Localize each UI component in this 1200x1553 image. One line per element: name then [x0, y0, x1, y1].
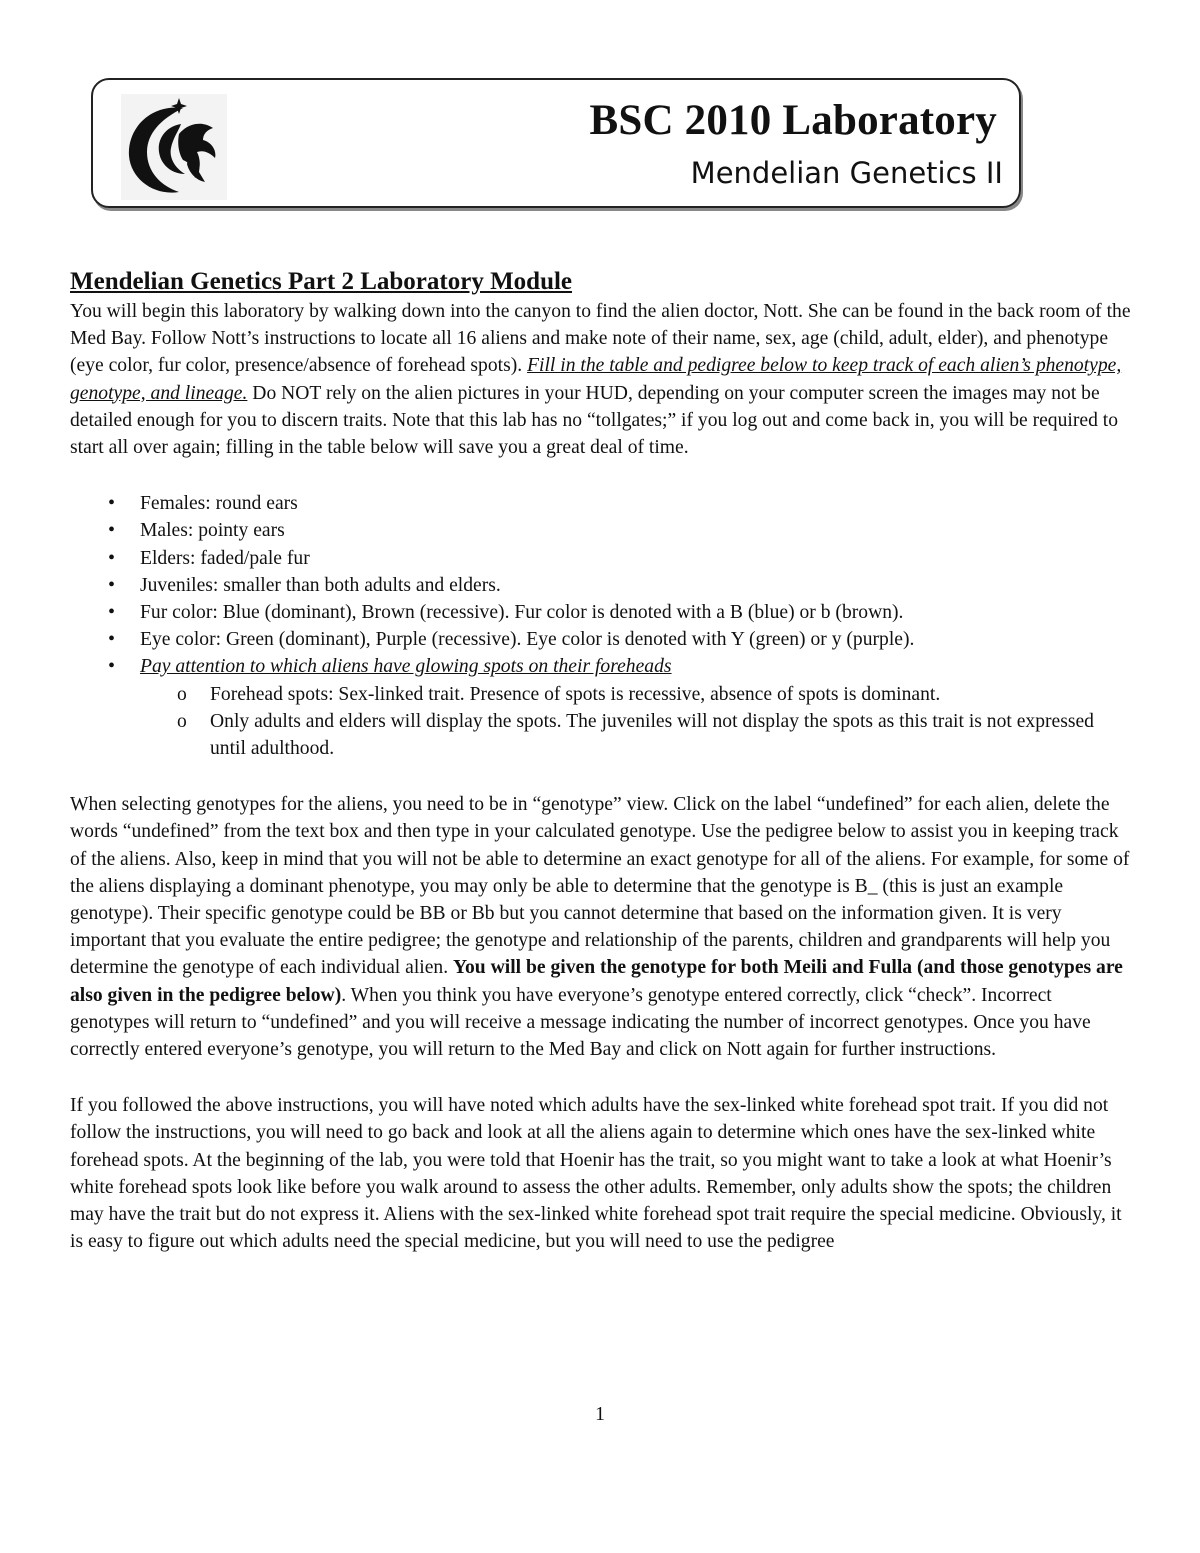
genotype-paragraph — [70, 791, 1134, 1063]
document-header — [91, 78, 1021, 208]
list-item: • Males: pointy ears — [140, 517, 1134, 544]
intro-text: You will begin this laboratory by walking down into the canyon to find the alien doctor, Nott. She can be found in the back room of the Med Bay. Follow Nott’s instructions to locate all 16 aliens and make note of their name, sex, age (child, adult, elder), and phenotype (eye color, fur color, presence/absence of forehead spots). — [70, 301, 1131, 377]
list-item: • Fur color: Blue (dominant), Brown (recessive). Fur color is denoted with a B (blue) or b (brown). — [140, 599, 1134, 626]
final-paragraph: If you followed the above instructions, you will have noted which adults have the sex-linked white forehead spot trait. If you did not follow the instructions, you will need to go back and look at all the aliens again to determine which ones have the sex-linked white forehead spots. At the beginning of the lab, you were told that Hoenir has the trait, so you might want to take a look at what Hoenir’s white forehead spots look like before you walk around to assess the other adults. Remember, only adults show the spots; the children may have the trait but do not express it. Aliens with the sex-linked white forehead spot trait require the special medicine. Obviously, it is easy to figure out which adults need the special medicine, but you will need to use the pedigree — [70, 1095, 1122, 1253]
list-item: • Females: round ears — [140, 490, 1134, 517]
genotype-bold-text: You will be given the genotype for both Meili and Fulla (and those genotypes are also given in the pedigree below) — [70, 957, 1123, 1006]
genotype-text-1: When selecting genotypes for the aliens, you need to be in “genotype” view. Click on the label “undefined” for each alien, delete the words “undefined” from the text box and then type in your calculated genotype. Use the pedigree below to assist you in keeping track of the aliens. Also, keep in mind that you will not be able to determine an exact genotype for all of the aliens. For example, for some of the aliens displaying a dominant phenotype, you may only be able to determine that the genotype is B_ (this is just an example genotype). Their specific genotype could be BB or Bb but you cannot determine that based on the information given. It is very important that you evaluate the entire pedigree; the genotype and relationship of the parents, children and grandparents will help you determine the genotype of each individual alien. — [70, 794, 1130, 979]
ucf-pegasus-logo-icon — [121, 94, 227, 200]
list-item: • Elders: faded/pale fur — [140, 545, 1134, 572]
forehead-sublist — [140, 681, 1134, 763]
trait-list — [70, 490, 1134, 762]
document-body — [70, 266, 1134, 1256]
lab-subtitle: Mendelian Genetics II — [690, 156, 1003, 190]
lab-title: BSC 2010 Laboratory — [589, 97, 997, 144]
intro-tail: Do NOT rely on the alien pictures in your HUD, depending on your computer screen the images may not be detailed enough for you to discern traits. Note that this lab has no “tollgates;” if you log out and come back in, you will be required to start all over again; filling in the table below will save you a great deal of time. — [70, 382, 1119, 459]
forehead-emphasis: Pay attention to which aliens have glowing spots on their foreheads — [140, 656, 672, 678]
intro-emphasis: Fill in the table and pedigree below to keep track of each alien’s phenotype, genotype, and lineage. — [70, 355, 1122, 404]
genotype-text-2: . When you think you have everyone’s genotype entered correctly, click “check”. Incorrect genotypes will return to “undefined” and you will receive a message indicating the number of incorrect genotypes. Once you have correctly entered everyone’s genotype, you will return to the Med Bay and click on Nott again for further instructions. — [70, 984, 1091, 1061]
sub-list-item: o Forehead spots: Sex-linked trait. Presence of spots is recessive, absence of spots is dominant. — [210, 681, 1134, 708]
list-item: • Eye color: Green (dominant), Purple (recessive). Eye color is denoted with Y (green) or y (purple). — [140, 626, 1134, 653]
module-title: Mendelian Genetics Part 2 Laboratory Module — [70, 268, 573, 295]
sub-list-item: o Only adults and elders will display the spots. The juveniles will not display the spots as this trait is not expressed until adulthood. — [210, 708, 1134, 762]
list-item-forehead — [140, 653, 1134, 762]
list-item: • Juveniles: smaller than both adults and elders. — [140, 572, 1134, 599]
page-number: 1 — [595, 1404, 605, 1425]
intro-paragraph — [70, 298, 1134, 461]
